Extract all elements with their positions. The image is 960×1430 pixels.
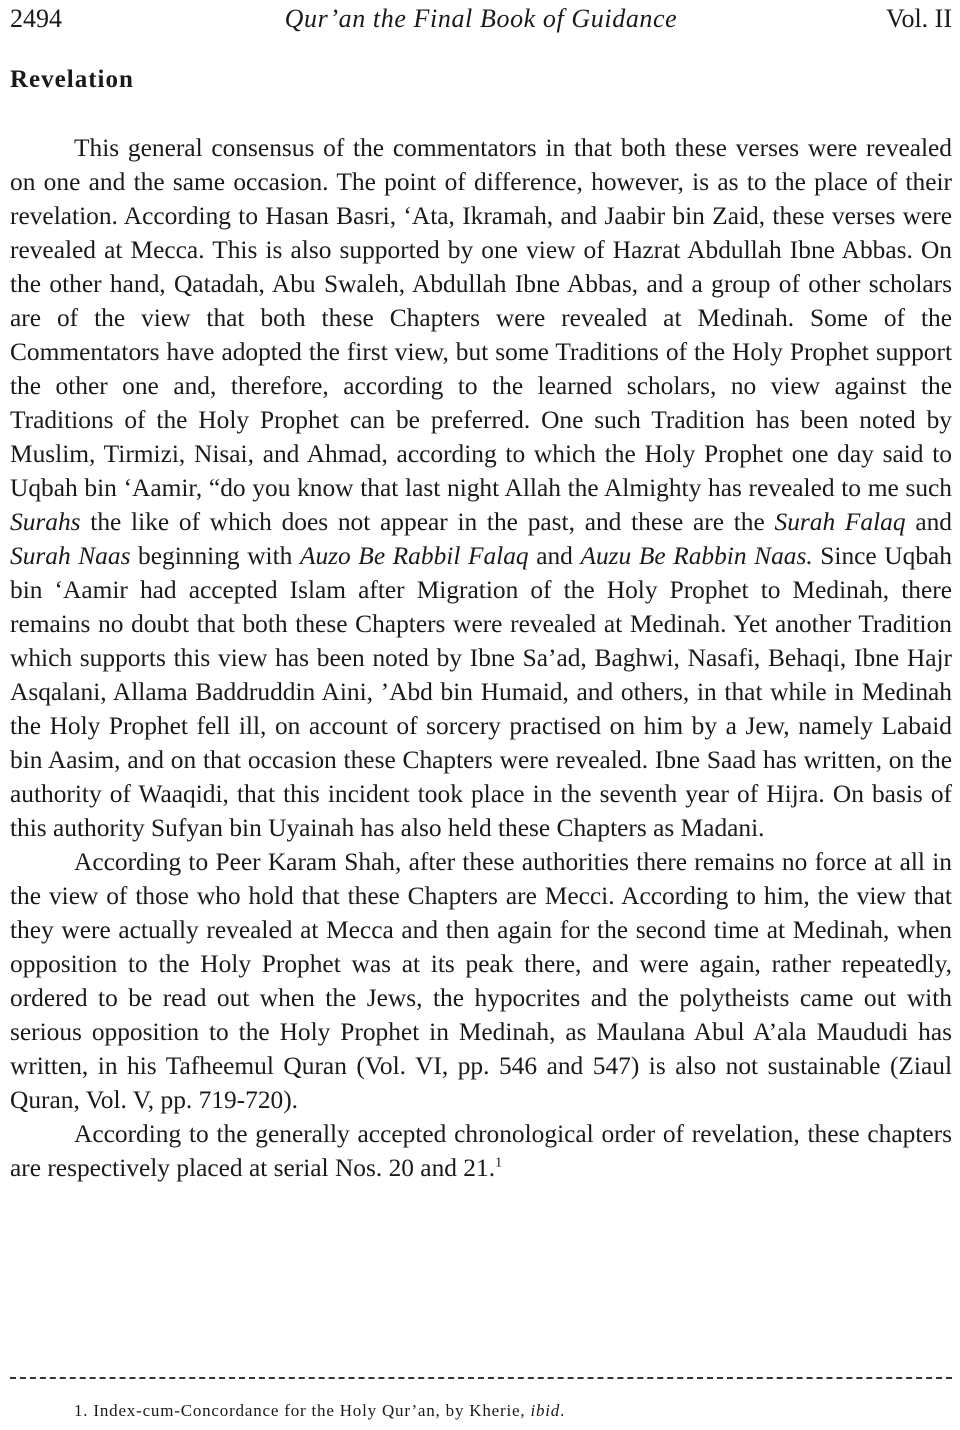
paragraph-2: According to Peer Karam Shah, after these authorities there remains no force at all in the view of those who hold that these Chapters are Mecci. According to him, the view that they were actually revealed at Mecca and then again for the second time at Medinah, when opposition to the Holy Prophet was at its peak there, and were again, rather repeatedly, ordered to be read out when the Jews, the hypocrites and the polytheists came out with serious opposition to the Holy Prophet in Medinah, as Maulana Abul A’ala Maududi has written, in his Tafheemul Quran (Vol. VI, pp. 546 and 547) is also not sustainable (Ziaul Quran, Vol. V, pp. 719-720). (10, 848, 952, 1114)
volume-label: Vol. II (886, 4, 952, 33)
running-head (10, 2, 952, 36)
footnote-marker: 1 (495, 1155, 503, 1171)
footnote: 1. Index-cum-Concordance for the Holy Qur’an, by Kherie, ibid. (74, 1401, 566, 1420)
body-text (10, 131, 952, 1185)
footnote-divider (10, 1377, 952, 1379)
section-heading: Revelation (10, 66, 134, 93)
book-title: Qur’an the Final Book of Guidance (284, 4, 678, 33)
paragraph-1: This general consensus of the commentators in that both these verses were revealed on one and the same occasion. The point of difference, however, is as to the place of their revelation. According to Hasan Basri, ‘Ata, Ikramah, and Jaabir bin Zaid, these verses were revealed at Mecca. This is also supported by one view of Hazrat Abdullah Ibne Abbas. On the other hand, Qatadah, Abu Swaleh, Abdullah Ibne Abbas, and a group of other scholars are of the view that both these Chapters were revealed at Medinah. Some of the Commentators have adopted the first view, but some Traditions of the Holy Prophet support the other one and, therefore, according to the learned scholars, no view against the Traditions of the Holy Prophet can be preferred. One such Tradition has been noted by Muslim, Tirmizi, Nisai, and Ahmad, according to which the Holy Prophet one day said to Uqbah bin ‘Aamir, “do you know that last night Allah the Almighty has revealed to me such Surahs the like of which does not appear in the past, and these are the Surah Falaq and Surah Naas beginning with Auzo Be Rabbil Falaq and Auzu Be Rabbin Naas. Since Uqbah bin ‘Aamir had accepted Islam after Migration of the Holy Prophet to Medinah, there remains no doubt that both these Chapters were revealed at Medinah. Yet another Tradition which supports this view has been noted by Ibne Sa’ad, Baghwi, Nasafi, Behaqi, Ibne Hajr Asqalani, Allama Baddruddin Aini, ’Abd bin Humaid, and others, in that while in Medinah the Holy Prophet fell ill, on account of sorcery practised on him by a Jew, namely Labaid bin Aasim, and on that occasion these Chapters were revealed. Ibne Saad has written, on the authority of Waaqidi, that this incident took place in the seventh year of Hijra. On basis of this authority Sufyan bin Uyainah has also held these Chapters as Madani. (10, 134, 952, 842)
page-number: 2494 (10, 4, 62, 33)
paragraph-3: According to the generally accepted chronological order of revelation, these chapters are respectively placed at serial Nos. 20 and 21.$^1$ (10, 1120, 952, 1182)
book-page (10, 0, 952, 1430)
